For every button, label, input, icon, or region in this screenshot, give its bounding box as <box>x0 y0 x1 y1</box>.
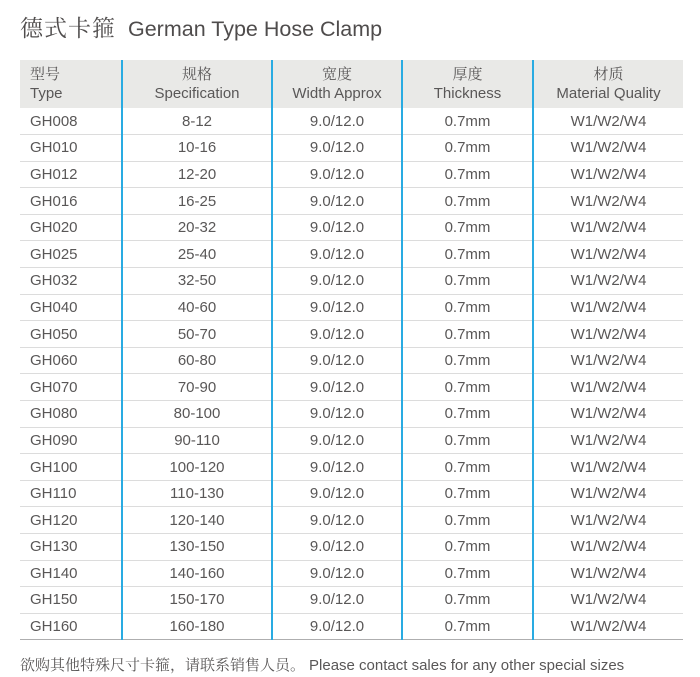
table-body <box>20 108 683 640</box>
column-header-type-en: Type <box>30 85 63 102</box>
table-row <box>20 374 683 401</box>
table-row <box>20 161 683 188</box>
cell-type: GH100 <box>20 454 122 481</box>
table-row <box>20 534 683 561</box>
cell-type: GH130 <box>20 534 122 561</box>
column-header-thickness-en: Thickness <box>433 85 502 102</box>
cell-material: W1/W2/W4 <box>533 214 683 241</box>
footer-note-en: Please contact sales for any other special sizes <box>309 657 625 675</box>
cell-thickness: 0.7mm <box>402 507 533 534</box>
cell-specification: 60-80 <box>122 347 272 374</box>
cell-specification: 90-110 <box>122 427 272 454</box>
cell-material: W1/W2/W4 <box>533 587 683 614</box>
table-row <box>20 587 683 614</box>
cell-specification: 100-120 <box>122 454 272 481</box>
cell-width: 9.0/12.0 <box>272 108 402 135</box>
cell-specification: 16-25 <box>122 188 272 215</box>
column-header-specification-en: Specification <box>154 85 240 102</box>
column-header-material-en: Material Quality <box>556 85 661 102</box>
cell-thickness: 0.7mm <box>402 188 533 215</box>
cell-thickness: 0.7mm <box>402 161 533 188</box>
cell-material: W1/W2/W4 <box>533 560 683 587</box>
page-title-en: German Type Hose Clamp <box>128 17 383 41</box>
cell-type: GH040 <box>20 294 122 321</box>
column-header-specification-zh: 规格 <box>181 66 212 83</box>
cell-width: 9.0/12.0 <box>272 587 402 614</box>
cell-width: 9.0/12.0 <box>272 268 402 295</box>
cell-type: GH160 <box>20 613 122 640</box>
table-row <box>20 214 683 241</box>
table-row <box>20 321 683 348</box>
cell-width: 9.0/12.0 <box>272 534 402 561</box>
cell-thickness: 0.7mm <box>402 294 533 321</box>
cell-specification: 70-90 <box>122 374 272 401</box>
table-row <box>20 560 683 587</box>
hose-clamp-spec-table <box>20 60 683 640</box>
cell-material: W1/W2/W4 <box>533 401 683 428</box>
cell-width: 9.0/12.0 <box>272 294 402 321</box>
column-header-width-zh: 宽度 <box>321 66 352 83</box>
cell-width: 9.0/12.0 <box>272 507 402 534</box>
cell-thickness: 0.7mm <box>402 454 533 481</box>
table-header <box>20 60 683 108</box>
cell-thickness: 0.7mm <box>402 321 533 348</box>
cell-thickness: 0.7mm <box>402 427 533 454</box>
cell-width: 9.0/12.0 <box>272 241 402 268</box>
cell-thickness: 0.7mm <box>402 347 533 374</box>
cell-type: GH150 <box>20 587 122 614</box>
cell-material: W1/W2/W4 <box>533 427 683 454</box>
table-row <box>20 347 683 374</box>
cell-material: W1/W2/W4 <box>533 534 683 561</box>
cell-material: W1/W2/W4 <box>533 347 683 374</box>
column-header-material <box>533 60 683 108</box>
cell-width: 9.0/12.0 <box>272 427 402 454</box>
cell-type: GH008 <box>20 108 122 135</box>
table-row <box>20 454 683 481</box>
cell-material: W1/W2/W4 <box>533 161 683 188</box>
cell-specification: 8-12 <box>122 108 272 135</box>
cell-width: 9.0/12.0 <box>272 374 402 401</box>
cell-thickness: 0.7mm <box>402 108 533 135</box>
cell-type: GH110 <box>20 480 122 507</box>
cell-specification: 140-160 <box>122 560 272 587</box>
footer-note <box>20 654 683 675</box>
cell-type: GH050 <box>20 321 122 348</box>
cell-specification: 120-140 <box>122 507 272 534</box>
cell-thickness: 0.7mm <box>402 268 533 295</box>
cell-width: 9.0/12.0 <box>272 347 402 374</box>
cell-type: GH060 <box>20 347 122 374</box>
cell-thickness: 0.7mm <box>402 560 533 587</box>
cell-specification: 160-180 <box>122 613 272 640</box>
table-row <box>20 188 683 215</box>
cell-type: GH016 <box>20 188 122 215</box>
footer-note-zh: 欲购其他特殊尺寸卡箍，请联系销售人员。 <box>20 657 306 675</box>
cell-type: GH140 <box>20 560 122 587</box>
table-row <box>20 401 683 428</box>
cell-width: 9.0/12.0 <box>272 480 402 507</box>
table-header-row <box>20 60 683 108</box>
page-title-zh: 德式卡箍 <box>20 15 116 41</box>
cell-material: W1/W2/W4 <box>533 294 683 321</box>
cell-type: GH025 <box>20 241 122 268</box>
cell-material: W1/W2/W4 <box>533 454 683 481</box>
cell-specification: 150-170 <box>122 587 272 614</box>
cell-specification: 12-20 <box>122 161 272 188</box>
cell-thickness: 0.7mm <box>402 374 533 401</box>
cell-specification: 20-32 <box>122 214 272 241</box>
cell-type: GH090 <box>20 427 122 454</box>
cell-thickness: 0.7mm <box>402 480 533 507</box>
cell-material: W1/W2/W4 <box>533 135 683 162</box>
cell-thickness: 0.7mm <box>402 401 533 428</box>
cell-material: W1/W2/W4 <box>533 613 683 640</box>
cell-specification: 32-50 <box>122 268 272 295</box>
cell-width: 9.0/12.0 <box>272 135 402 162</box>
column-header-thickness-zh: 厚度 <box>452 66 483 83</box>
cell-width: 9.0/12.0 <box>272 214 402 241</box>
table-row <box>20 480 683 507</box>
cell-type: GH070 <box>20 374 122 401</box>
cell-specification: 40-60 <box>122 294 272 321</box>
table-row <box>20 108 683 135</box>
column-header-material-zh: 材质 <box>593 66 624 83</box>
cell-material: W1/W2/W4 <box>533 268 683 295</box>
cell-specification: 10-16 <box>122 135 272 162</box>
cell-material: W1/W2/W4 <box>533 108 683 135</box>
cell-thickness: 0.7mm <box>402 613 533 640</box>
table-row <box>20 507 683 534</box>
cell-thickness: 0.7mm <box>402 135 533 162</box>
table-row <box>20 294 683 321</box>
cell-material: W1/W2/W4 <box>533 321 683 348</box>
column-header-type-zh: 型号 <box>30 66 61 83</box>
column-header-width <box>272 60 402 108</box>
cell-type: GH020 <box>20 214 122 241</box>
cell-width: 9.0/12.0 <box>272 560 402 587</box>
table-row <box>20 241 683 268</box>
column-header-width-en: Width Approx <box>292 85 382 102</box>
cell-width: 9.0/12.0 <box>272 401 402 428</box>
cell-specification: 110-130 <box>122 480 272 507</box>
cell-width: 9.0/12.0 <box>272 454 402 481</box>
column-header-thickness <box>402 60 533 108</box>
cell-width: 9.0/12.0 <box>272 188 402 215</box>
table-row <box>20 268 683 295</box>
table-row <box>20 613 683 640</box>
column-header-specification <box>122 60 272 108</box>
cell-type: GH012 <box>20 161 122 188</box>
column-header-type <box>20 60 122 108</box>
cell-thickness: 0.7mm <box>402 534 533 561</box>
cell-width: 9.0/12.0 <box>272 321 402 348</box>
cell-specification: 130-150 <box>122 534 272 561</box>
cell-thickness: 0.7mm <box>402 241 533 268</box>
cell-type: GH120 <box>20 507 122 534</box>
table-row <box>20 427 683 454</box>
cell-specification: 80-100 <box>122 401 272 428</box>
cell-specification: 25-40 <box>122 241 272 268</box>
cell-material: W1/W2/W4 <box>533 507 683 534</box>
cell-type: GH032 <box>20 268 122 295</box>
cell-specification: 50-70 <box>122 321 272 348</box>
cell-width: 9.0/12.0 <box>272 161 402 188</box>
cell-material: W1/W2/W4 <box>533 188 683 215</box>
cell-thickness: 0.7mm <box>402 587 533 614</box>
cell-thickness: 0.7mm <box>402 214 533 241</box>
page-title <box>20 10 683 43</box>
cell-width: 9.0/12.0 <box>272 613 402 640</box>
cell-type: GH010 <box>20 135 122 162</box>
table-row <box>20 135 683 162</box>
cell-material: W1/W2/W4 <box>533 374 683 401</box>
cell-material: W1/W2/W4 <box>533 480 683 507</box>
cell-material: W1/W2/W4 <box>533 241 683 268</box>
cell-type: GH080 <box>20 401 122 428</box>
